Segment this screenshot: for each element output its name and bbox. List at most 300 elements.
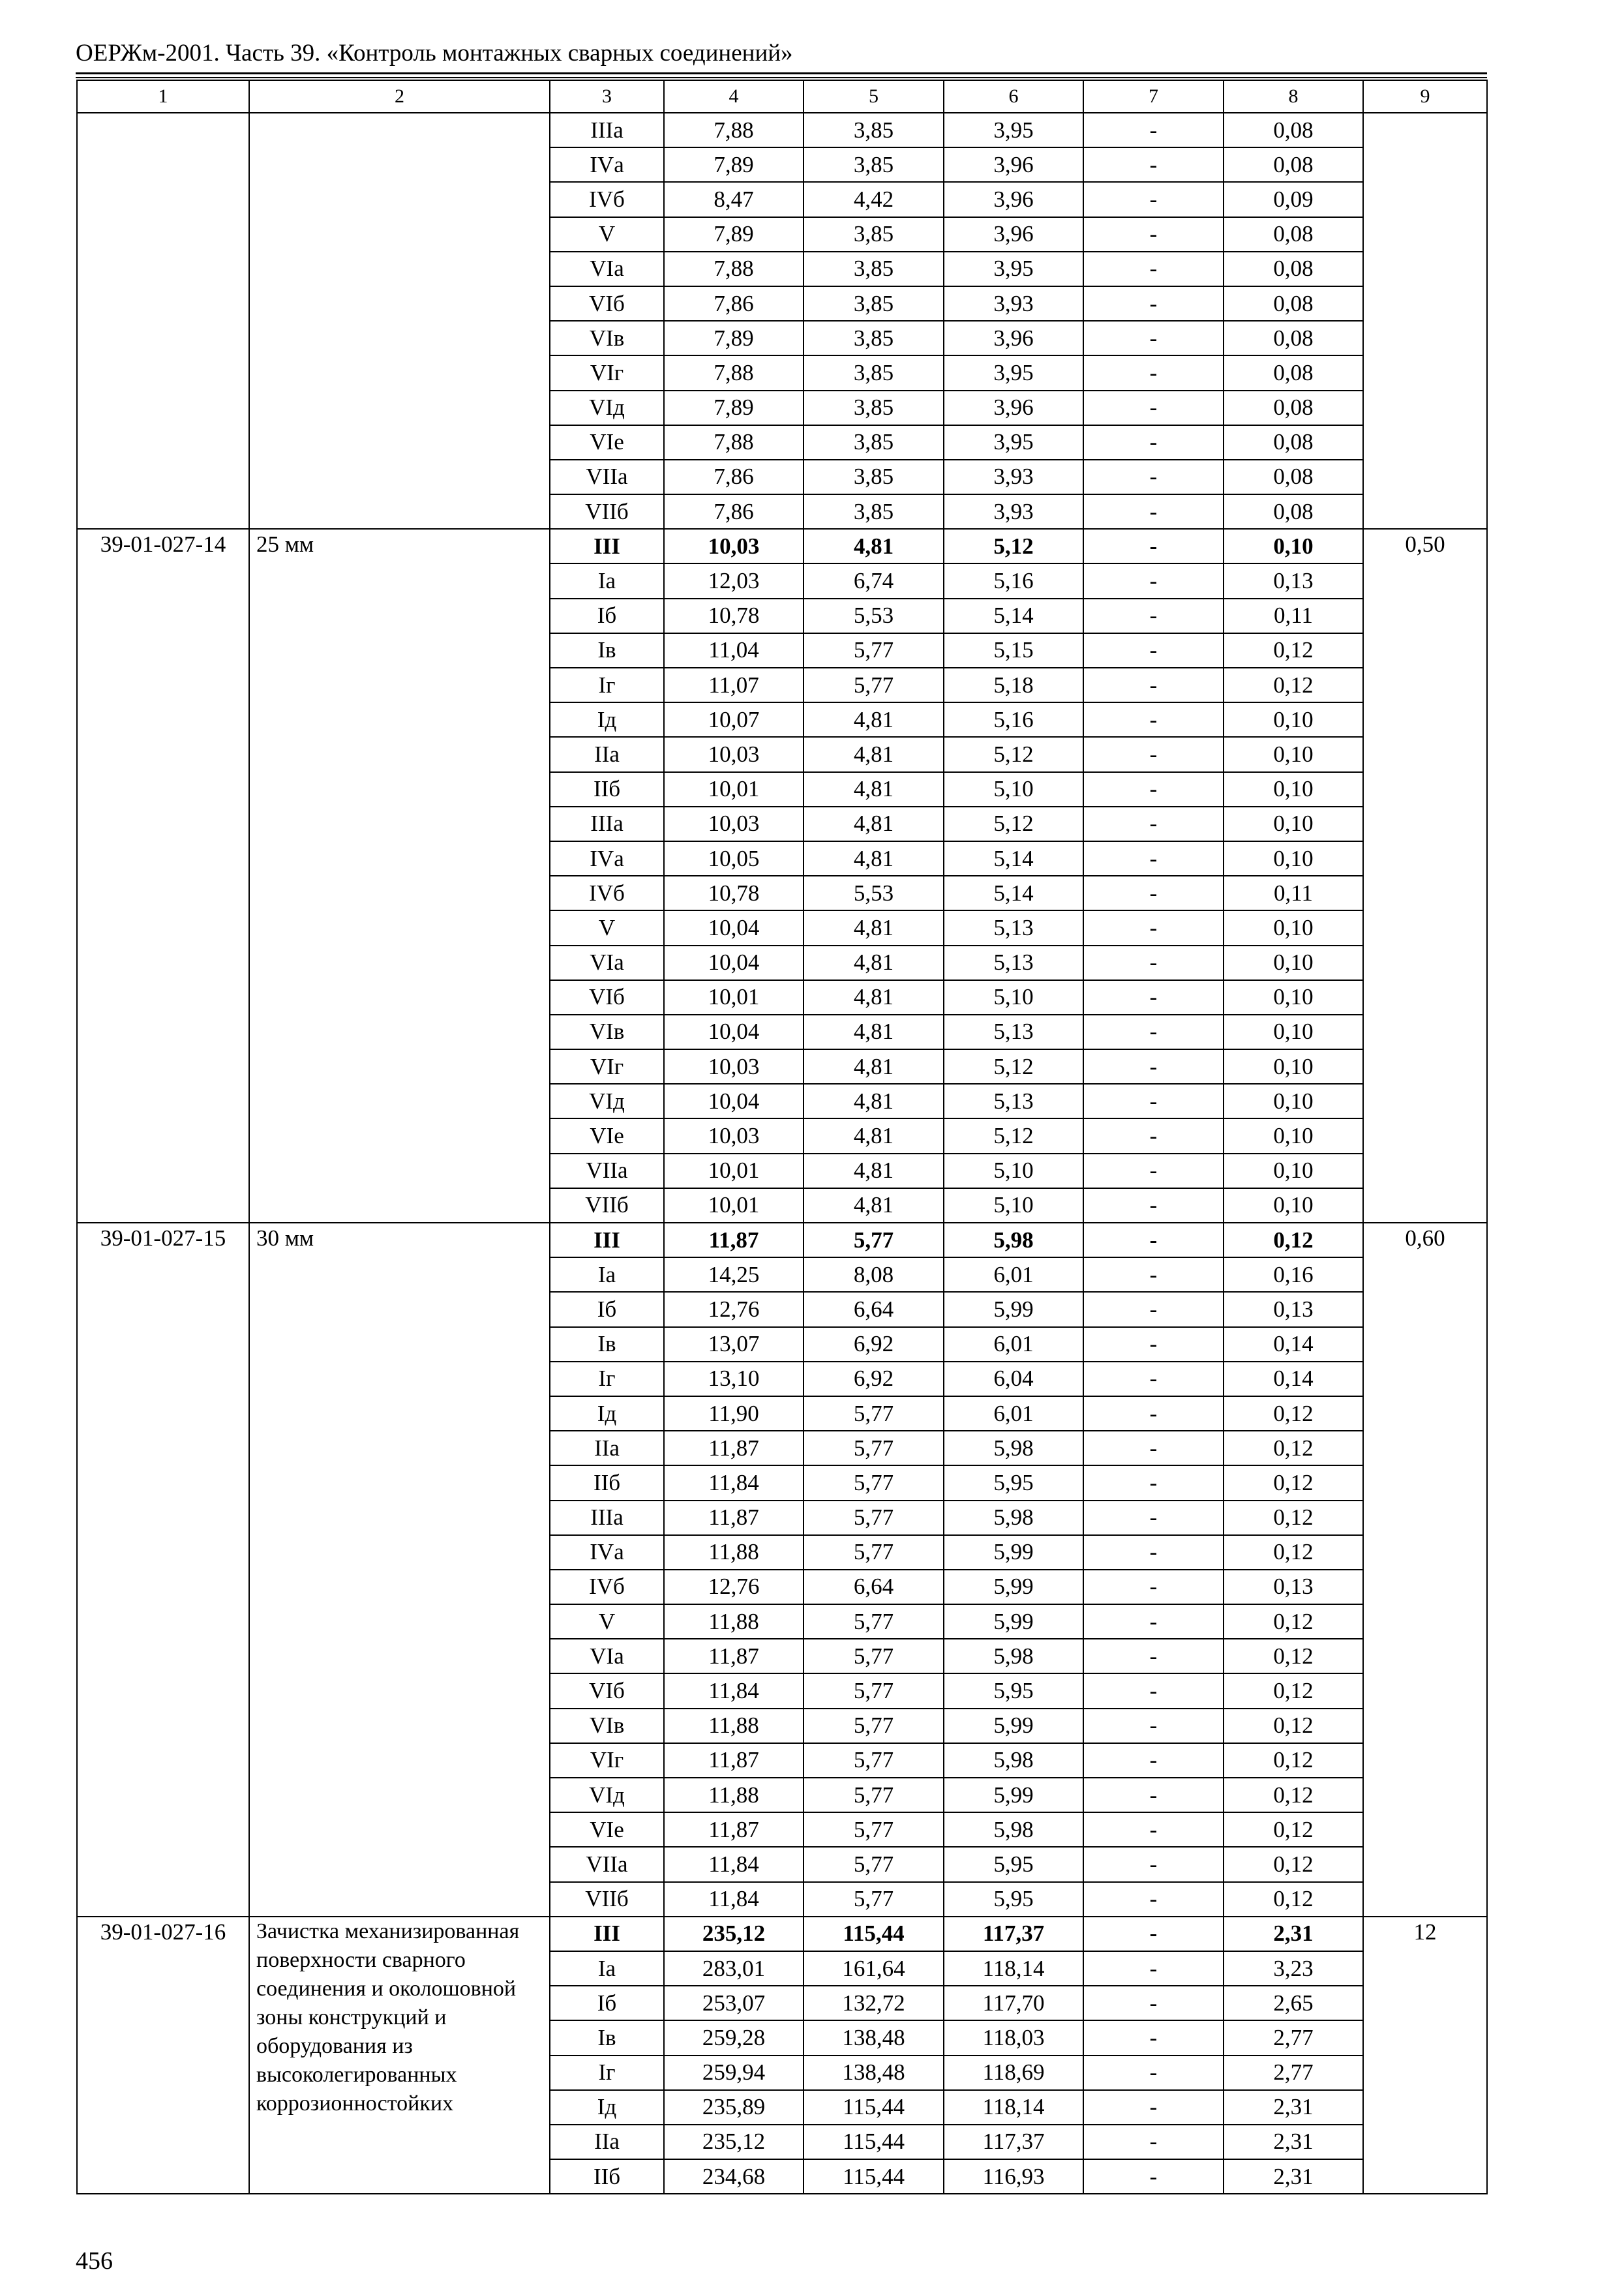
total-cost-cell: 11,84 [664, 1882, 804, 1917]
machinist-wages-cell: - [1083, 182, 1224, 217]
machinist-wages-cell: - [1083, 1015, 1224, 1049]
wages-cell: 5,53 [804, 876, 944, 910]
machines-cell: 3,96 [944, 321, 1083, 355]
materials-cell: 0,14 [1224, 1362, 1363, 1396]
rate-code: 39-01-027-14 [77, 529, 249, 1223]
machines-cell: 5,98 [944, 1743, 1083, 1778]
wages-cell: 5,77 [804, 1604, 944, 1639]
wages-cell: 4,81 [804, 1084, 944, 1118]
materials-cell: 2,31 [1224, 1917, 1363, 1951]
machines-cell: 5,12 [944, 1049, 1083, 1084]
total-cost-cell: 11,87 [664, 1431, 804, 1465]
wages-cell: 5,77 [804, 1396, 944, 1431]
machines-cell: 5,95 [944, 1673, 1083, 1708]
machines-cell: 5,99 [944, 1604, 1083, 1639]
total-cost-cell: 11,87 [664, 1639, 804, 1673]
wages-cell: 3,85 [804, 460, 944, 494]
wages-cell: 5,77 [804, 1639, 944, 1673]
machines-cell: 5,98 [944, 1223, 1083, 1257]
machines-cell: 118,14 [944, 1951, 1083, 1986]
total-cost-cell: 11,88 [664, 1604, 804, 1639]
materials-cell: 0,13 [1224, 563, 1363, 598]
rate-name: Зачистка механизированная поверхности сварного соединения и околошовной зоны конструкций и оборудования из высоколегированных коррозионностойких [249, 1917, 550, 2194]
wages-cell: 3,85 [804, 286, 944, 321]
zone-cell: IVа [550, 841, 664, 876]
name-cell-empty [249, 113, 550, 529]
total-cost-cell: 10,01 [664, 1154, 804, 1188]
machinist-wages-cell: - [1083, 807, 1224, 841]
machines-cell: 3,95 [944, 425, 1083, 460]
machinist-wages-cell: - [1083, 2125, 1224, 2159]
zone-cell: IIа [550, 1431, 664, 1465]
machines-cell: 5,13 [944, 1015, 1083, 1049]
materials-cell: 3,23 [1224, 1951, 1363, 1986]
wages-cell: 4,81 [804, 702, 944, 737]
total-cost-cell: 7,89 [664, 217, 804, 252]
machines-cell: 5,12 [944, 529, 1083, 563]
machines-cell: 5,98 [944, 1812, 1083, 1847]
machines-cell: 3,95 [944, 113, 1083, 147]
column-number: 9 [1363, 80, 1487, 113]
total-cost-cell: 11,87 [664, 1223, 804, 1257]
materials-cell: 2,31 [1224, 2090, 1363, 2125]
wages-cell: 4,42 [804, 182, 944, 217]
machinist-wages-cell: - [1083, 1188, 1224, 1223]
machines-cell: 5,13 [944, 946, 1083, 980]
machinist-wages-cell: - [1083, 980, 1224, 1015]
materials-cell: 0,12 [1224, 1431, 1363, 1465]
machines-cell: 5,15 [944, 633, 1083, 668]
wages-cell: 5,77 [804, 1812, 944, 1847]
machines-cell: 3,95 [944, 355, 1083, 390]
total-cost-cell: 7,89 [664, 147, 804, 182]
machines-cell: 6,01 [944, 1257, 1083, 1292]
machines-cell: 3,96 [944, 182, 1083, 217]
zone-cell: Iв [550, 1327, 664, 1362]
wages-cell: 3,85 [804, 321, 944, 355]
materials-cell: 0,10 [1224, 1154, 1363, 1188]
machinist-wages-cell: - [1083, 946, 1224, 980]
rate-code: 39-01-027-16 [77, 1917, 249, 2194]
total-cost-cell: 10,04 [664, 1084, 804, 1118]
wages-cell: 4,81 [804, 910, 944, 945]
wages-cell: 5,77 [804, 1743, 944, 1778]
materials-cell: 0,10 [1224, 946, 1363, 980]
wages-cell: 4,81 [804, 807, 944, 841]
wages-cell: 3,85 [804, 391, 944, 425]
machines-cell: 5,13 [944, 1084, 1083, 1118]
machinist-wages-cell: - [1083, 1257, 1224, 1292]
zone-cell: III [550, 1223, 664, 1257]
machinist-wages-cell: - [1083, 1951, 1224, 1986]
materials-cell: 0,08 [1224, 494, 1363, 529]
total-cost-cell: 8,47 [664, 182, 804, 217]
total-cost-cell: 235,12 [664, 2125, 804, 2159]
zone-cell: IIа [550, 737, 664, 771]
materials-cell: 0,10 [1224, 807, 1363, 841]
zone-cell: VIб [550, 286, 664, 321]
zone-cell: IIIа [550, 1501, 664, 1535]
wages-cell: 4,81 [804, 529, 944, 563]
wages-cell: 5,53 [804, 599, 944, 633]
total-cost-cell: 10,05 [664, 841, 804, 876]
total-cost-cell: 10,01 [664, 1188, 804, 1223]
materials-cell: 0,10 [1224, 841, 1363, 876]
column-number: 4 [664, 80, 804, 113]
machinist-wages-cell: - [1083, 2020, 1224, 2055]
zone-cell: IIа [550, 2125, 664, 2159]
zone-cell: Iг [550, 2056, 664, 2090]
machinist-wages-cell: - [1083, 1431, 1224, 1465]
materials-cell: 0,12 [1224, 1223, 1363, 1257]
machines-cell: 5,13 [944, 910, 1083, 945]
rate-name: 30 мм [249, 1223, 550, 1917]
machines-cell: 5,98 [944, 1431, 1083, 1465]
zone-cell: VIг [550, 1743, 664, 1778]
wages-cell: 138,48 [804, 2056, 944, 2090]
total-cost-cell: 253,07 [664, 1986, 804, 2020]
table-row [77, 113, 1487, 147]
materials-cell: 0,16 [1224, 1257, 1363, 1292]
wages-cell: 5,77 [804, 1501, 944, 1535]
zone-cell: VIб [550, 980, 664, 1015]
machinist-wages-cell: - [1083, 1535, 1224, 1570]
machinist-wages-cell: - [1083, 1049, 1224, 1084]
column-number: 7 [1083, 80, 1224, 113]
machinist-wages-cell: - [1083, 1847, 1224, 1881]
materials-cell: 0,12 [1224, 1812, 1363, 1847]
zone-cell: IIIа [550, 113, 664, 147]
wages-cell: 5,77 [804, 1465, 944, 1500]
zone-cell: III [550, 529, 664, 563]
total-cost-cell: 11,84 [664, 1465, 804, 1500]
materials-cell: 2,77 [1224, 2056, 1363, 2090]
machines-cell: 117,37 [944, 2125, 1083, 2159]
zone-cell: VIв [550, 1015, 664, 1049]
machinist-wages-cell: - [1083, 2159, 1224, 2194]
machines-cell: 3,93 [944, 460, 1083, 494]
rate-multiplier: 12 [1363, 1917, 1487, 2194]
zone-cell: IVа [550, 1535, 664, 1570]
machines-cell: 3,93 [944, 286, 1083, 321]
zone-cell: IIб [550, 772, 664, 807]
machinist-wages-cell: - [1083, 1778, 1224, 1812]
machinist-wages-cell: - [1083, 1812, 1224, 1847]
zone-cell: VIе [550, 425, 664, 460]
materials-cell: 0,10 [1224, 1188, 1363, 1223]
zone-cell: Iб [550, 1986, 664, 2020]
materials-cell: 0,10 [1224, 529, 1363, 563]
machines-cell: 3,96 [944, 147, 1083, 182]
machines-cell: 5,99 [944, 1709, 1083, 1743]
total-cost-cell: 235,89 [664, 2090, 804, 2125]
machinist-wages-cell: - [1083, 147, 1224, 182]
zone-cell: VIа [550, 252, 664, 286]
wages-cell: 4,81 [804, 1049, 944, 1084]
machinist-wages-cell: - [1083, 1917, 1224, 1951]
total-cost-cell: 10,04 [664, 1015, 804, 1049]
wages-cell: 5,77 [804, 1778, 944, 1812]
zone-cell: VIIб [550, 1188, 664, 1223]
machines-cell: 5,10 [944, 980, 1083, 1015]
total-cost-cell: 11,87 [664, 1743, 804, 1778]
materials-cell: 0,12 [1224, 1778, 1363, 1812]
zone-cell: IVб [550, 1570, 664, 1604]
materials-cell: 0,10 [1224, 1015, 1363, 1049]
machines-cell: 5,12 [944, 807, 1083, 841]
wages-cell: 4,81 [804, 980, 944, 1015]
wages-cell: 4,81 [804, 841, 944, 876]
machines-cell: 5,16 [944, 702, 1083, 737]
materials-cell: 0,12 [1224, 668, 1363, 702]
materials-cell: 0,10 [1224, 980, 1363, 1015]
wages-cell: 5,77 [804, 1847, 944, 1881]
total-cost-cell: 11,87 [664, 1812, 804, 1847]
total-cost-cell: 235,12 [664, 1917, 804, 1951]
machinist-wages-cell: - [1083, 1501, 1224, 1535]
wages-cell: 5,77 [804, 1882, 944, 1917]
zone-cell: VIIб [550, 1882, 664, 1917]
machinist-wages-cell: - [1083, 321, 1224, 355]
zone-cell: Iв [550, 633, 664, 668]
machines-cell: 3,95 [944, 252, 1083, 286]
total-cost-cell: 10,04 [664, 910, 804, 945]
total-cost-cell: 7,86 [664, 460, 804, 494]
machines-cell: 118,03 [944, 2020, 1083, 2055]
total-cost-cell: 7,88 [664, 252, 804, 286]
wages-cell: 138,48 [804, 2020, 944, 2055]
machinist-wages-cell: - [1083, 1604, 1224, 1639]
total-cost-cell: 11,84 [664, 1673, 804, 1708]
materials-cell: 0,12 [1224, 633, 1363, 668]
zone-cell: Iб [550, 1292, 664, 1326]
machines-cell: 5,95 [944, 1465, 1083, 1500]
machinist-wages-cell: - [1083, 668, 1224, 702]
wages-cell: 5,77 [804, 668, 944, 702]
total-cost-cell: 13,07 [664, 1327, 804, 1362]
materials-cell: 0,12 [1224, 1847, 1363, 1881]
machinist-wages-cell: - [1083, 702, 1224, 737]
materials-cell: 0,08 [1224, 286, 1363, 321]
page-number: 456 [76, 2247, 113, 2275]
machinist-wages-cell: - [1083, 286, 1224, 321]
materials-cell: 2,31 [1224, 2159, 1363, 2194]
wages-cell: 5,77 [804, 1535, 944, 1570]
machines-cell: 5,99 [944, 1535, 1083, 1570]
wages-cell: 4,81 [804, 1188, 944, 1223]
zone-cell: IIб [550, 2159, 664, 2194]
total-cost-cell: 12,03 [664, 563, 804, 598]
wages-cell: 115,44 [804, 1917, 944, 1951]
zone-cell: III [550, 1917, 664, 1951]
machines-cell: 3,96 [944, 217, 1083, 252]
rate-multiplier: 0,60 [1363, 1223, 1487, 1917]
machinist-wages-cell: - [1083, 460, 1224, 494]
zone-cell: VIIа [550, 460, 664, 494]
machinist-wages-cell: - [1083, 252, 1224, 286]
zone-cell: VIе [550, 1118, 664, 1153]
machines-cell: 5,99 [944, 1570, 1083, 1604]
materials-cell: 0,12 [1224, 1882, 1363, 1917]
machinist-wages-cell: - [1083, 2056, 1224, 2090]
materials-cell: 2,77 [1224, 2020, 1363, 2055]
machinist-wages-cell: - [1083, 391, 1224, 425]
machinist-wages-cell: - [1083, 876, 1224, 910]
total-cost-cell: 11,87 [664, 1501, 804, 1535]
wages-cell: 5,77 [804, 633, 944, 668]
zone-cell: VIг [550, 1049, 664, 1084]
table-body [77, 80, 1487, 2194]
total-cost-cell: 14,25 [664, 1257, 804, 1292]
table-row-base [77, 1223, 1487, 1257]
machinist-wages-cell: - [1083, 1327, 1224, 1362]
machines-cell: 5,14 [944, 599, 1083, 633]
machines-cell: 3,96 [944, 391, 1083, 425]
total-cost-cell: 10,03 [664, 1049, 804, 1084]
materials-cell: 0,12 [1224, 1535, 1363, 1570]
wages-cell: 6,64 [804, 1292, 944, 1326]
wages-cell: 3,85 [804, 113, 944, 147]
zone-cell: VIIб [550, 494, 664, 529]
materials-cell: 0,08 [1224, 217, 1363, 252]
materials-cell: 0,08 [1224, 355, 1363, 390]
machinist-wages-cell: - [1083, 1986, 1224, 2020]
machinist-wages-cell: - [1083, 737, 1224, 771]
materials-cell: 0,13 [1224, 1292, 1363, 1326]
total-cost-cell: 11,07 [664, 668, 804, 702]
materials-cell: 2,31 [1224, 2125, 1363, 2159]
machines-cell: 5,10 [944, 772, 1083, 807]
wages-cell: 4,81 [804, 772, 944, 807]
machinist-wages-cell: - [1083, 2090, 1224, 2125]
machinist-wages-cell: - [1083, 1673, 1224, 1708]
wages-cell: 5,77 [804, 1431, 944, 1465]
materials-cell: 0,12 [1224, 1501, 1363, 1535]
machinist-wages-cell: - [1083, 563, 1224, 598]
total-cost-cell: 12,76 [664, 1570, 804, 1604]
total-cost-cell: 10,01 [664, 772, 804, 807]
machinist-wages-cell: - [1083, 1639, 1224, 1673]
materials-cell: 0,08 [1224, 252, 1363, 286]
wages-cell: 5,77 [804, 1223, 944, 1257]
machines-cell: 5,16 [944, 563, 1083, 598]
column-number: 6 [944, 80, 1083, 113]
materials-cell: 0,08 [1224, 147, 1363, 182]
total-cost-cell: 10,03 [664, 807, 804, 841]
machines-cell: 6,01 [944, 1396, 1083, 1431]
materials-cell: 0,12 [1224, 1604, 1363, 1639]
materials-cell: 0,12 [1224, 1709, 1363, 1743]
zone-cell: Iа [550, 563, 664, 598]
total-cost-cell: 7,88 [664, 425, 804, 460]
wages-cell: 4,81 [804, 737, 944, 771]
rates-table [76, 80, 1488, 2194]
machinist-wages-cell: - [1083, 113, 1224, 147]
total-cost-cell: 7,89 [664, 321, 804, 355]
machines-cell: 6,01 [944, 1327, 1083, 1362]
zone-cell: VIд [550, 1778, 664, 1812]
machinist-wages-cell: - [1083, 217, 1224, 252]
materials-cell: 0,10 [1224, 772, 1363, 807]
column-number: 8 [1224, 80, 1363, 113]
machines-cell: 118,14 [944, 2090, 1083, 2125]
total-cost-cell: 10,04 [664, 946, 804, 980]
zone-cell: VIв [550, 321, 664, 355]
machines-cell: 3,93 [944, 494, 1083, 529]
machines-cell: 117,70 [944, 1986, 1083, 2020]
zone-cell: VIд [550, 1084, 664, 1118]
machinist-wages-cell: - [1083, 1882, 1224, 1917]
total-cost-cell: 11,88 [664, 1535, 804, 1570]
machinist-wages-cell: - [1083, 599, 1224, 633]
materials-cell: 2,65 [1224, 1986, 1363, 2020]
zone-cell: Iг [550, 668, 664, 702]
wages-cell: 4,81 [804, 1118, 944, 1153]
machinist-wages-cell: - [1083, 1570, 1224, 1604]
zone-cell: V [550, 910, 664, 945]
materials-cell: 0,11 [1224, 876, 1363, 910]
zone-cell: VIб [550, 1673, 664, 1708]
wages-cell: 115,44 [804, 2125, 944, 2159]
wages-cell: 4,81 [804, 1015, 944, 1049]
machines-cell: 5,12 [944, 1118, 1083, 1153]
page-header: ОЕРЖм-2001. Часть 39. «Контроль монтажных сварных соединений» [76, 40, 793, 67]
total-cost-cell: 234,68 [664, 2159, 804, 2194]
materials-cell: 0,10 [1224, 702, 1363, 737]
machinist-wages-cell: - [1083, 1292, 1224, 1326]
multiplier-cell-empty [1363, 113, 1487, 529]
zone-cell: Iа [550, 1257, 664, 1292]
total-cost-cell: 10,03 [664, 529, 804, 563]
machinist-wages-cell: - [1083, 529, 1224, 563]
zone-cell: Iг [550, 1362, 664, 1396]
wages-cell: 115,44 [804, 2090, 944, 2125]
materials-cell: 0,10 [1224, 1049, 1363, 1084]
materials-cell: 0,13 [1224, 1570, 1363, 1604]
header-rule [76, 72, 1487, 74]
machinist-wages-cell: - [1083, 772, 1224, 807]
total-cost-cell: 11,90 [664, 1396, 804, 1431]
wages-cell: 4,81 [804, 1154, 944, 1188]
wages-cell: 6,64 [804, 1570, 944, 1604]
rate-name: 25 мм [249, 529, 550, 1223]
zone-cell: VIг [550, 355, 664, 390]
machines-cell: 5,14 [944, 876, 1083, 910]
machinist-wages-cell: - [1083, 1223, 1224, 1257]
total-cost-cell: 11,88 [664, 1778, 804, 1812]
machines-cell: 117,37 [944, 1917, 1083, 1951]
materials-cell: 0,08 [1224, 391, 1363, 425]
zone-cell: IIб [550, 1465, 664, 1500]
zone-cell: VIIа [550, 1847, 664, 1881]
total-cost-cell: 7,86 [664, 494, 804, 529]
wages-cell: 132,72 [804, 1986, 944, 2020]
column-number: 3 [550, 80, 664, 113]
wages-cell: 115,44 [804, 2159, 944, 2194]
zone-cell: VIа [550, 946, 664, 980]
zone-cell: IVа [550, 147, 664, 182]
wages-cell: 4,81 [804, 946, 944, 980]
zone-cell: VIд [550, 391, 664, 425]
rate-multiplier: 0,50 [1363, 529, 1487, 1223]
total-cost-cell: 12,76 [664, 1292, 804, 1326]
machines-cell: 116,93 [944, 2159, 1083, 2194]
machinist-wages-cell: - [1083, 841, 1224, 876]
zone-cell: Iв [550, 2020, 664, 2055]
zone-cell: Iд [550, 2090, 664, 2125]
total-cost-cell: 10,03 [664, 1118, 804, 1153]
wages-cell: 8,08 [804, 1257, 944, 1292]
